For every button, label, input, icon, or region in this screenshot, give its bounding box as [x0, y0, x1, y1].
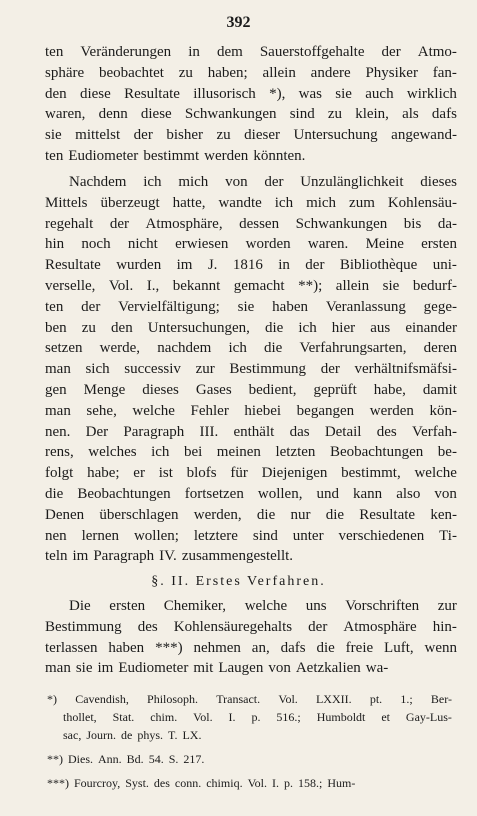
page-number: 392 [226, 14, 251, 31]
text-line: man sehe, welche Fehler hiebei begangen werden kön- [45, 402, 457, 419]
text-line: ten der Vervielfältigung; sie haben Veranlassung gege- [45, 298, 457, 315]
text-line: ben zu den Untersuchungen, die ich hier aus einander [45, 319, 457, 336]
footnote-3 [47, 776, 457, 794]
text-line: Bestimmung des Kohlensäuregehalts der Atmosphäre hin- [45, 618, 457, 635]
footnotes [47, 692, 457, 794]
text-line: sie mittelst der bisher zu dieser Untersuchung angewand- [45, 127, 457, 144]
text-line: hin noch nicht erwiesen worden waren. Meine ersten [45, 236, 457, 253]
footnote-line: **) Dies. Ann. Bd. 54. S. 217. [47, 752, 205, 766]
footnote-2 [47, 752, 457, 770]
text-line: den diese Resultate illusorisch *), was sie auch wirklich [45, 85, 457, 102]
footnote-line: ***) Fourcroy, Syst. des conn. chimiq. Vol. I. p. 158.; Hum- [47, 776, 356, 790]
text-line: Denen überschlagen werden, die nur die Resultate ken- [45, 506, 457, 523]
text-line: man sich successiv zur Bestimmung der verhältnifsmäfsi- [45, 361, 457, 378]
text-line: ten Veränderungen in dem Sauerstoffgehalte der Atmo- [45, 44, 457, 60]
text-line: teln im Paragraph IV. zusammengestellt. [45, 548, 294, 565]
footnote-line: sac, Journ. de phys. T. LX. [63, 728, 202, 742]
text-line: verselle, Vol. I., bekannt gemacht **); allein sie bedurf- [45, 277, 457, 294]
text-line: Resultate wurden im J. 1816 in der Bibliothèque uni- [45, 257, 457, 274]
text-line: man sie im Eudiometer mit Laugen von Aetzkalien wa- [45, 660, 389, 677]
text-line: Die ersten Chemiker, welche uns Vorschriften zur [69, 598, 457, 614]
text-line: Nachdem ich mich von der Unzulänglichkeit dieses [69, 174, 457, 190]
text-line: ten Eudiometer bestimmt werden könnten. [45, 147, 306, 164]
paragraph-2 [45, 174, 457, 569]
text-line: Mittels überzeugt hatte, wandte ich mich zum Kohlensäu- [45, 194, 457, 211]
text-line: gen Menge dieses Gases bedient, geprüft habe, damit [45, 381, 457, 398]
text-line: sphäre beobachtet zu haben; allein andere Physiker fan- [45, 64, 457, 81]
text-line: terlassen haben ***) nehmen an, dafs die freie Luft, wenn [45, 639, 457, 656]
text-line: nen lernen wollen; letztere sind unter verschiedenen Ti- [45, 527, 457, 544]
section-heading: §. II. Erstes Verfahren. [151, 574, 326, 589]
footnote-line: thollet, Stat. chim. Vol. I. p. 516.; Humboldt et Gay-Lus- [63, 710, 452, 724]
text-line: nen. Der Paragraph III. enthält das Detail des Verfah- [45, 423, 457, 440]
text-line: die Beobachtungen fortsetzen wollen, und kann also von [45, 485, 457, 502]
text-line: waren, denn diese Schwankungen sind zu klein, als dafs [45, 106, 457, 123]
section-paragraph [45, 598, 457, 681]
text-line: setzen werde, nachdem ich die Verfahrungsarten, deren [45, 340, 457, 357]
paragraph-1 [45, 44, 457, 169]
text-line: rens, welches ich bei meinen letzten Beobachtungen be- [45, 444, 457, 461]
text-line: folgt habe; er ist blofs für Diejenigen bestimmt, welche [45, 465, 457, 482]
footnote-1 [47, 692, 457, 746]
text-line: regehalt der Atmosphäre, dessen Schwankungen bis da- [45, 215, 457, 232]
footnote-line: *) Cavendish, Philosoph. Transact. Vol. LXXII. pt. 1.; Ber- [47, 692, 452, 706]
